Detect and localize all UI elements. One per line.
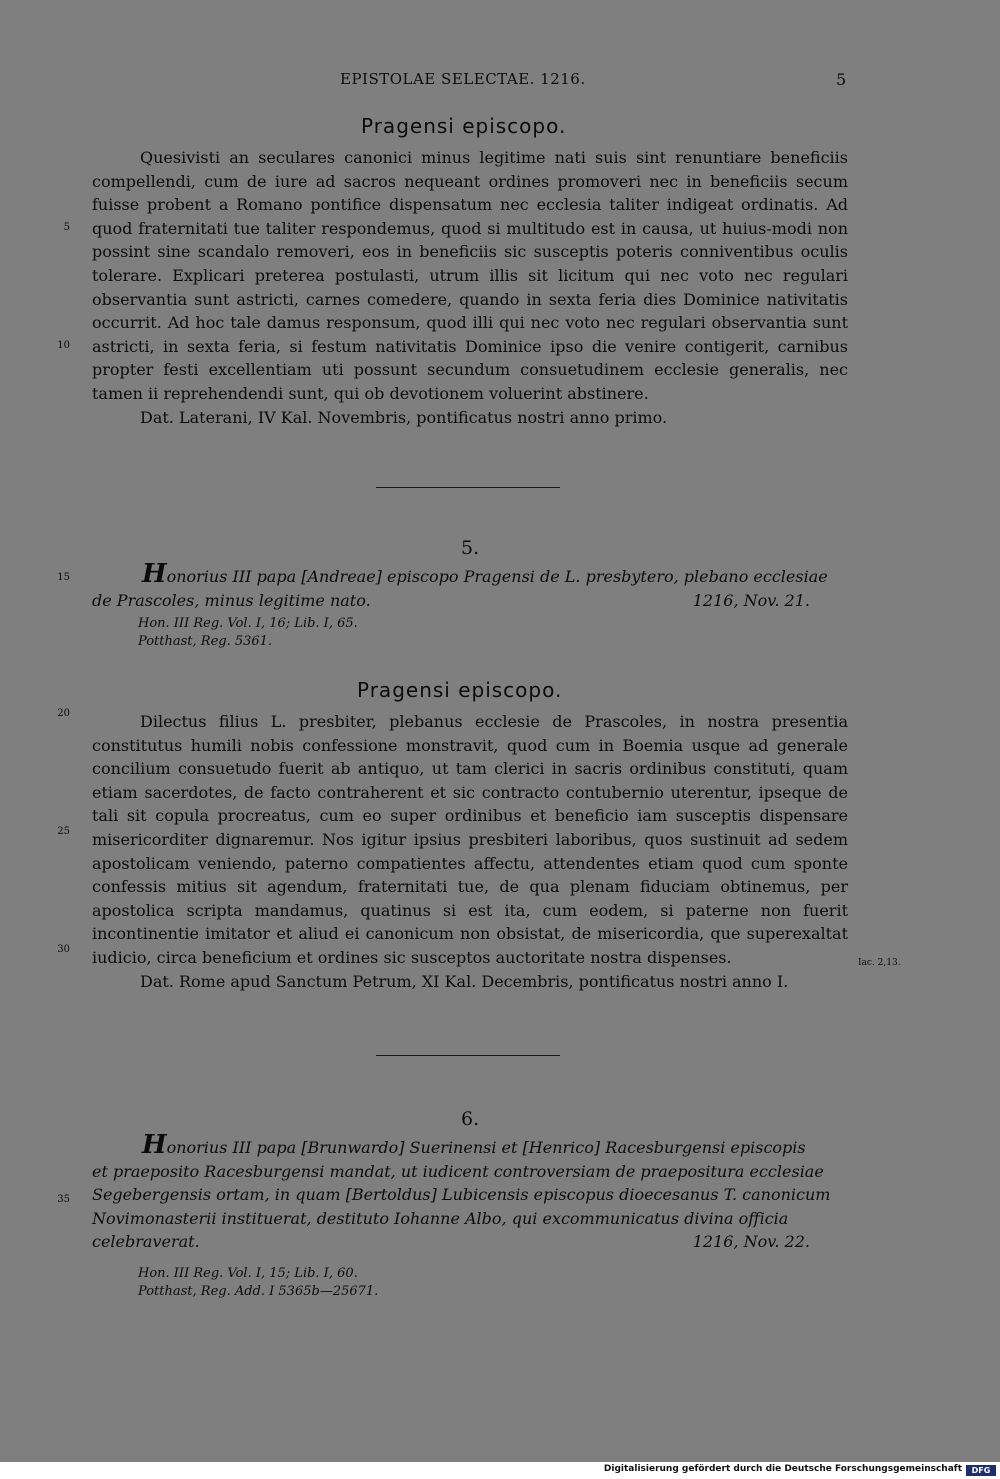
- paragraph: Dilectus filius L. presbiter, plebanus ecclesie de Prascoles, in nostra presentia constitutus humili nobis confessione monstravit, quod cum in Boemia usque ad generale concilium consuetudo fuerit ab antiquo, ut tam clerici in sacris ordinibus constituti, quam etiam sacerdotes, de facto contraherent et sic contracto contubernio uterentur, ipseque de tali sit copula procreatus, cum eo super ordinibus et beneficio iam susceptis dispensare misericorditer dignaremur. Nos igitur ipsius presbiteri laboribus, quos sustinuit ad sedem apostolicam veniendo, paterno compatientes affectu, attendentes etiam quod cum sponte confessis mitius sit agendum, fraternitati tue, de qua plenam fiduciam obtinemus, per apostolica scripta mandamus, quatinus si est ita, cum eodem, si paterne non fuerit incontinentie imitator et aliud ei canonicum non obsistat, de misericordia, que superexaltat iudicio, circa beneficium et ordines sic susceptos auctoritate nostra dispenses.: [92, 712, 848, 967]
- regest-6: [92, 1130, 848, 1254]
- section-divider: [376, 487, 560, 488]
- letter-body-prev: [92, 146, 848, 429]
- reference-line: Potthast, Reg. 5361.: [138, 634, 273, 649]
- references-6: [138, 1265, 378, 1301]
- digitization-footer: [0, 1462, 1000, 1479]
- reference-line: Potthast, Reg. Add. I 5365b—25671.: [138, 1284, 379, 1299]
- line-number: 5: [63, 222, 70, 233]
- regest-date: 1216, Nov. 22.: [692, 1232, 810, 1251]
- document-number: 5.: [461, 537, 480, 559]
- reference-line: Hon. III Reg. Vol. I, 15; Lib. I, 60.: [138, 1266, 358, 1281]
- running-header: [0, 70, 1000, 94]
- regest-line: 1216, Nov. 22. celebraverat.: [92, 1230, 848, 1254]
- dfg-logo-icon: DFG: [966, 1465, 996, 1476]
- references-5: [138, 615, 358, 651]
- paragraph: Quesivisti an seculares canonici minus legitime nati suis sint renuntiare beneficiis compellendi, cum de iure ad sacros nequeant ordines promoveri nec in beneficiis secum fuisse probent a Romano pontifice dispensatum nec ecclesia taliter indigeat ordinatis. Ad quod fraternitati tue taliter respondemus, quod si multitudo est in causa, ut huius-modi non possint sine scandalo removeri, eos in beneficiis sic susceptis poteris conniventibus oculis tolerare. Explicari preterea postulasti, utrum illis sit licitum qui nec voto nec regulari observantia sunt astricti, carnes comedere, quando in sexta feria dies Dominice nativitatis occurrit. Ad hoc tale damus responsum, quod illi qui nec voto nec regulari observantia sunt astricti, in sexta feria, si festum nativitatis Dominice ipso die venire contigerit, carnibus propter festi excellentiam uti possunt secundum consuetudinem ecclesie generalis, nec tamen ii reprehendendi sunt, qui ob devotionem voluerint abstinere.: [92, 148, 848, 403]
- reference-line: Hon. III Reg. Vol. I, 16; Lib. I, 65.: [138, 616, 358, 631]
- letter-heading-5: Pragensi episcopo.: [357, 678, 563, 702]
- letter-body-5: [92, 710, 848, 993]
- letter-heading-prev: Pragensi episcopo.: [361, 114, 567, 138]
- regest-5: [92, 559, 848, 612]
- regest-date: 1216, Nov. 21.: [692, 590, 810, 610]
- line-number: 30: [57, 944, 70, 955]
- dating-line: Dat. Laterani, IV Kal. Novembris, pontificatus nostri anno primo.: [140, 407, 668, 427]
- page-number: 5: [836, 70, 847, 89]
- section-divider: [376, 1055, 560, 1056]
- regest-line: Honorius III papa [Andreae] episcopo Pragensi de L. presbytero, plebano ecclesiae: [142, 559, 828, 589]
- dating-line: Dat. Rome apud Sanctum Petrum, XI Kal. Decembris, pontificatus nostri anno I.: [140, 971, 789, 991]
- regest-line: Honorius III papa [Brunwardo] Suerinensi et [Henrico] Racesburgensi episcopis: [142, 1130, 806, 1160]
- line-number: 15: [57, 572, 70, 583]
- running-title: EPISTOLAE SELECTAE. 1216.: [340, 70, 586, 88]
- regest-line: Segebergensis ortam, in quam [Bertoldus] Lubicensis episcopus dioecesanus T. canonicum: [92, 1185, 831, 1204]
- initial-letter: H: [142, 559, 167, 589]
- regest-line: et praeposito Racesburgensi mandat, ut iudicent controversiam de praepositura ecclesiae: [92, 1161, 824, 1181]
- funding-label: Digitalisierung gefördert durch die Deutsche Forschungsgemeinschaft: [603, 1464, 962, 1474]
- margin-note: Iac. 2,13.: [858, 958, 901, 968]
- regest-line: 1216, Nov. 21. de Prascoles, minus legitime nato.: [92, 589, 848, 613]
- line-number: 20: [57, 708, 70, 719]
- line-number: 25: [57, 826, 70, 837]
- regest-line: Novimonasterii instituerat, destituto Iohanne Albo, qui excommunicatus divina officia: [92, 1208, 789, 1228]
- initial-letter: H: [142, 1130, 167, 1160]
- line-number: 10: [57, 340, 70, 351]
- document-number: 6.: [461, 1108, 480, 1130]
- line-number: 35: [57, 1194, 70, 1205]
